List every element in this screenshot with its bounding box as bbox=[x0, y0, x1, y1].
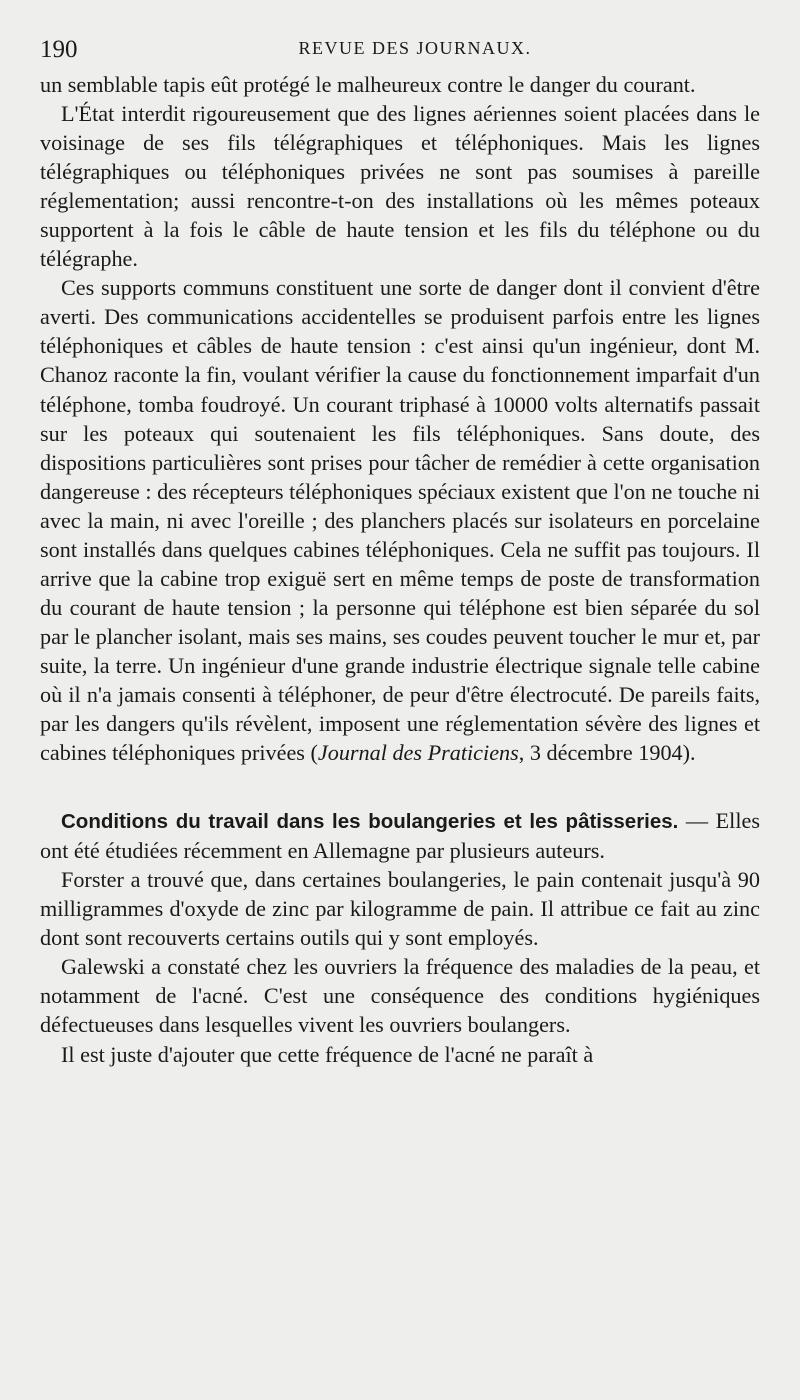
page-number: 190 bbox=[40, 36, 78, 63]
paragraph-galewski: Galewski a constaté chez les ouvriers la fréquence des maladies de la peau, et notamment de l'acné. C'est une conséquence des conditions hygiéniques défectueuses dans lesquelles vivent les ouvriers boulangers. bbox=[40, 954, 760, 1038]
running-head: REVUE DES JOURNAUX. bbox=[298, 38, 532, 58]
page-header bbox=[40, 30, 760, 70]
citation-date: , 3 décembre 1904). bbox=[518, 740, 696, 766]
paragraph-forster: Forster a trouvé que, dans certaines boulangeries, le pain contenait jusqu'à 90 milligrammes d'oxyde de zinc par kilogramme de pain. Il attribue ce fait au zinc dont sont recouverts certains outils qui y sont employés. bbox=[40, 867, 760, 951]
section-title: Conditions du travail dans les boulangeries et les pâtisseries. bbox=[61, 810, 679, 834]
paragraph-common-supports-text: Ces supports communs constituent une sorte de danger dont il convient d'être averti. Des communications accidentelles se produisent parfois entre les lignes téléphoniques et câbles de haute tension : c'est ainsi qu'un ingénieur, dont M. Chanoz raconte la fin, voulant vérifier la cause du fonctionnement imparfait d'un téléphone, tomba foudroyé. Un courant triphasé à 10000 volts alternatifs passait sur les poteaux qui soutenaient les fils téléphoniques. Sans doute, des dispositions particulières sont prises pour tâcher de remédier à cette organisation dangereuse : des récepteurs téléphoniques spéciaux existent que l'on ne touche ni avec la main, ni avec l'oreille ; des planchers placés sur isolateurs en porcelaine sont installés dans quelques cabines téléphoniques. Cela ne suffit pas toujours. Il arrive que la cabine trop exiguë sert en même temps de poste de transformation du courant de haute tension ; la personne qui téléphone est bien séparée du sol par le plancher isolant, mais ses mains, ses coudes peuvent toucher le mur et, par suite, la terre. Un ingénieur d'une grande industrie électrique signale telle cabine où il n'a jamais consenti à téléphoner, de peur d'être électrocuté. De pareils faits, par les dangers qu'ils révèlent, imposent une réglementation sévère des lignes et cabines téléphoniques privées ( bbox=[40, 275, 760, 766]
paragraph-common-supports bbox=[40, 273, 760, 767]
paragraph-acne-frequency: Il est juste d'ajouter que cette fréquence de l'acné ne paraît à bbox=[61, 1041, 594, 1067]
paragraph-state-regulation: L'État interdit rigoureusement que des lignes aériennes soient placées dans le voisinage de ses fils télégraphiques et téléphoniques. Mais les lignes télégraphiques ou téléphoniques privées ne sont pas soumises à pareille réglementation; aussi rencontre-t-on des installations où les mêmes poteaux supportent à la fois le câble de haute tension et les fils du téléphone ou du télégraphe. bbox=[40, 101, 760, 272]
section-intro-text: — Elles ont été étudiées récemment en Allemagne par plusieurs auteurs. bbox=[40, 808, 760, 864]
paragraph-continuation: un semblable tapis eût protégé le malheureux contre le danger du courant. bbox=[40, 72, 696, 97]
body-text bbox=[40, 70, 760, 1069]
section-intro-paragraph bbox=[40, 806, 760, 865]
section-gap bbox=[40, 767, 760, 806]
source-citation: Journal des Praticiens bbox=[317, 740, 519, 766]
